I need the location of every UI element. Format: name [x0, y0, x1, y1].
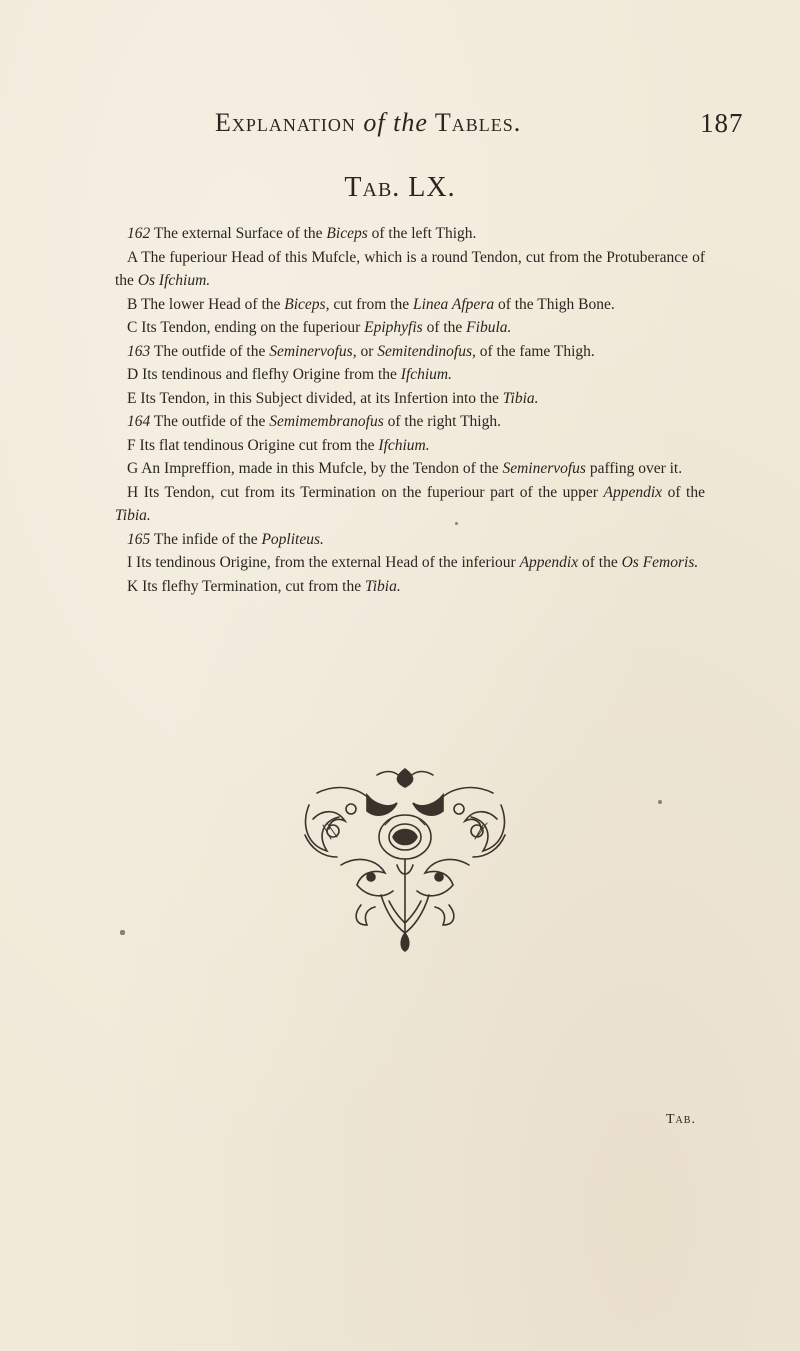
entry-text: The external Surface of the — [150, 225, 327, 242]
entry-italic-term: Fibula. — [466, 319, 512, 336]
entry-key: K — [127, 577, 139, 595]
entry-text: The fuperiour Head of this Mufcle, which is a round Tendon, cut from the Protuberance of the — [115, 248, 705, 289]
entry-text: of the — [578, 554, 622, 571]
entry-italic-term: Seminervofus — [502, 460, 586, 477]
entry-italic-term: Epiphyfis — [364, 319, 423, 336]
tailpiece-ornament-icon — [297, 765, 513, 955]
entry-key: B — [127, 295, 138, 313]
entry-italic-term: Tibia. — [502, 389, 539, 407]
entry-text: Its Tendon, in this Subject divided, at its Infertion into the — [136, 389, 503, 407]
entry-text: Its flefhy Termination, cut from the — [138, 577, 365, 595]
entry-key: 164 — [127, 413, 151, 430]
entry — [115, 410, 705, 434]
entry-key: A — [127, 248, 138, 266]
entry — [115, 434, 705, 458]
entry-text: of the fame Thigh. — [475, 342, 595, 360]
entry-italic-term: Tibia. — [364, 577, 401, 595]
entry — [115, 481, 705, 528]
entry — [115, 340, 705, 364]
entry-italic-term: Appendix — [603, 483, 663, 501]
entry-key: I — [127, 554, 133, 571]
entry-text: or — [356, 342, 378, 360]
entry — [115, 575, 705, 599]
entry — [115, 528, 705, 552]
entry-text: An Impreffion, made in this Mufcle, by the Tendon of the — [138, 460, 503, 477]
entry-key: E — [127, 389, 137, 407]
entry-italic-term: Appendix — [519, 554, 579, 571]
entry-text: Its tendinous Origine, from the external Head of the inferiour — [132, 554, 520, 571]
entry — [115, 551, 705, 575]
entry-text: Its flat tendinous Origine cut from the — [135, 436, 379, 454]
entry-text: The lower Head of the — [137, 295, 285, 313]
entry-text: of the — [422, 319, 467, 336]
entry-text: cut from the — [329, 295, 413, 313]
entry-text: of the right Thigh. — [383, 413, 501, 430]
running-head — [215, 108, 521, 138]
paper-speck — [658, 800, 662, 804]
entry-text: Its Tendon, ending on the fuperiour — [137, 319, 365, 336]
entry-italic-term: Semitendinofus, — [377, 342, 476, 360]
entry-key: G — [127, 460, 139, 477]
running-head-part-2: Tables. — [427, 108, 522, 137]
entry-text: of the — [662, 483, 705, 501]
explanation-entries — [115, 222, 705, 598]
entry — [115, 222, 705, 246]
catchword: Tab. — [666, 1112, 696, 1127]
entry-key: D — [127, 366, 139, 383]
entry-italic-term: Ifchium. — [400, 366, 453, 383]
entry-italic-term: Ifchium. — [378, 436, 430, 454]
entry-key: H — [127, 483, 139, 501]
entry-italic-term: Biceps — [326, 225, 368, 242]
entry-key: 162 — [127, 225, 151, 242]
entry-key: 165 — [127, 530, 151, 548]
entry — [115, 387, 705, 411]
entry-italic-term: Seminervofus, — [269, 342, 357, 360]
entry — [115, 316, 705, 340]
plate-title-tab: Tab. — [344, 172, 409, 203]
entry-italic-term: Semimembranofus — [269, 413, 384, 430]
entry-italic-term: Tibia. — [115, 507, 151, 524]
plate-title — [0, 172, 800, 204]
entry — [115, 293, 705, 317]
entry-italic-term: Os Ifchium. — [137, 272, 211, 289]
running-head-italic: of the — [363, 108, 428, 137]
entry-text: paffing over it. — [585, 460, 683, 477]
entry — [115, 246, 705, 293]
paper-speck — [455, 522, 458, 525]
entry-text: Its Tendon, cut from its Termination on the fuperiour part of the upper — [138, 483, 604, 501]
entry-key: C — [127, 319, 138, 336]
entry-key: 163 — [127, 342, 151, 360]
entry-italic-term: Biceps, — [284, 295, 330, 313]
entry-text: Its tendinous and flefhy Origine from the — [138, 366, 401, 383]
entry-text: The infide of the — [150, 530, 262, 548]
entry — [115, 363, 705, 387]
entry-text: of the Thigh Bone. — [494, 295, 615, 313]
paper-speck — [120, 930, 125, 935]
entry-text: The outfide of the — [150, 413, 270, 430]
plate-title-number: LX. — [408, 172, 456, 203]
entry-text: The outfide of the — [150, 342, 270, 360]
entry-text: of the left Thigh. — [367, 225, 477, 242]
entry-italic-term: Popliteus. — [261, 530, 324, 548]
page-number: 187 — [700, 108, 744, 138]
entry — [115, 457, 705, 481]
entry-key: F — [127, 436, 136, 454]
entry-italic-term: Os Femoris. — [621, 554, 699, 571]
entry-italic-term: Linea Afpera — [412, 295, 495, 313]
running-head-part-1: Explanation — [215, 108, 364, 137]
